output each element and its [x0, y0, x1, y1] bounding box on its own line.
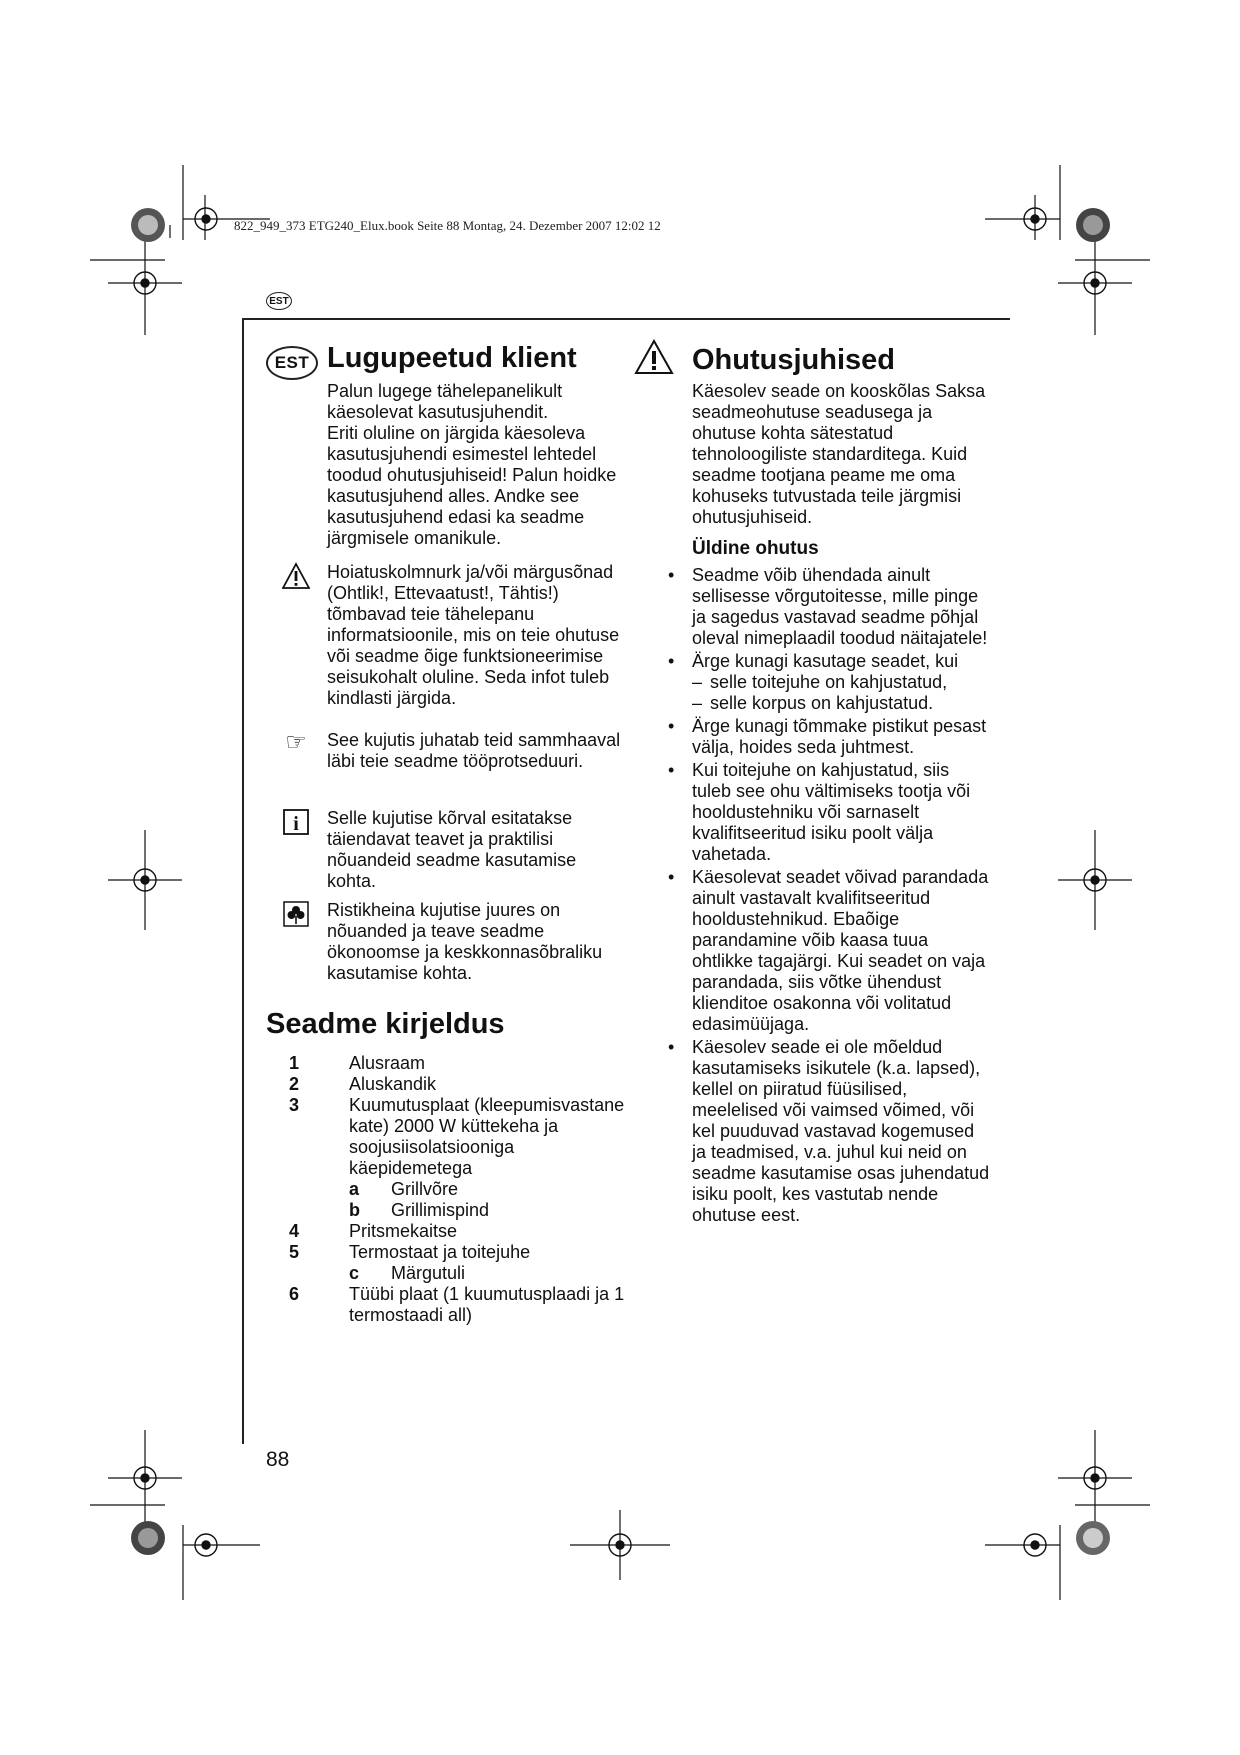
safety-bullet — [692, 651, 992, 714]
svg-text:i: i — [293, 813, 299, 835]
header-rule — [242, 318, 1010, 320]
safety-warning-icon — [634, 339, 674, 375]
sub-part-letter: b — [349, 1200, 360, 1220]
print-header: 822_949_373 ETG240_Elux.book Seite 88 Montag, 24. Dezember 2007 12:02 12 — [234, 218, 661, 233]
sub-part-label: Märgutuli — [391, 1263, 466, 1283]
info-description: Selle kujutise kõrval esitatakse täiendavat teavet ja praktilisi nõuandeid seadme kasutamise kohta. — [327, 808, 577, 891]
safety-bullet-text: Kui toitejuhe on kahjustatud, siis tuleb see ohu vältimiseks tootja või hooldustehniku või sarnaselt kvalifitseeritud isiku poolt välja vahetada. — [692, 760, 971, 864]
part-label: Alusraam — [349, 1053, 426, 1073]
sub-part-letter: a — [349, 1179, 360, 1199]
part-label: Termostaat ja toitejuhe — [349, 1242, 531, 1262]
part-item — [289, 1221, 649, 1242]
intro-paragraph-2: Eriti oluline on järgida käesoleva kasutusjuhendi esimestel lehtedel toodud ohutusjuhiseid! Palun hoidke kasutusjuhend alles. Andke see kasutusjuhend edasi ka seadme järgmisele omanikule. — [327, 423, 617, 548]
part-number: 6 — [289, 1284, 300, 1304]
procedure-description: See kujutis juhatab teid sammhaaval läbi teie seadme tööprotseduuri. — [327, 730, 621, 771]
safety-bullet-text: Käesolev seade ei ole mõeldud kasutamiseks isikutele (k.a. lapsed), kellel on piiratud füüsilised, meelelised või vaimsed võimed, või kel puuduvad vastavad kogemused ja teadmised, v.a. juhul kui neid on seadme kasutamise osas juhendatud isiku poolt, kes vastutab nende ohutuse eest. — [692, 1037, 990, 1225]
sub-part-item — [289, 1200, 649, 1221]
page-number: 88 — [266, 1448, 290, 1471]
safety-bullet-list — [692, 565, 992, 1228]
safety-bullet — [692, 716, 992, 758]
part-item — [289, 1095, 649, 1179]
sub-part-item — [289, 1263, 649, 1284]
device-description-title: Seadme kirjeldus — [266, 1008, 505, 1040]
sub-part-item — [289, 1179, 649, 1200]
part-number: 4 — [289, 1221, 300, 1241]
warning-description: Hoiatuskolmnurk ja/või märgusõnad (Ohtlik!, Ettevaatust!, Tähtis!) tõmbavad teie tähelepanu informatsioonile, mis on teie ohutuse või seadme õige funktsioneerimise seisukohalt oluline. Seda infot tuleb kindlasti järgida. — [327, 562, 620, 708]
eco-description: Ristikheina kujutise juures on nõuanded ja teave seadme ökonoomse ja keskkonnasõbraliku kasutamise kohta. — [327, 900, 603, 983]
part-item — [289, 1242, 649, 1263]
safety-bullet — [692, 565, 992, 649]
safety-bullet — [692, 1037, 992, 1226]
general-safety-subheading: Üldine ohutus — [692, 538, 819, 559]
clover-icon — [282, 900, 310, 928]
language-badge: EST — [266, 346, 318, 380]
safety-bullet — [692, 760, 992, 865]
safety-bullet-text: Ärge kunagi kasutage seadet, kui — [692, 651, 959, 671]
safety-bullet-text: Seadme võib ühendada ainult sellisesse võrgutoitesse, mille pinge ja sagedus vastavad seadme põhjal oleval nimeplaadil toodud näitajatele! — [692, 565, 988, 648]
sub-part-label: Grillimispind — [391, 1200, 490, 1220]
part-label: Tüübi plaat (1 kuumutusplaadi ja 1 termostaadi all) — [349, 1284, 625, 1325]
sub-part-label: Grillvõre — [391, 1179, 459, 1199]
customer-greeting-title: Lugupeetud klient — [327, 342, 577, 374]
device-parts-list — [289, 1053, 649, 1326]
part-number: 1 — [289, 1053, 300, 1073]
safety-instructions-title: Ohutusjuhised — [692, 344, 895, 376]
safety-intro: Käesolev seade on kooskõlas Saksa seadmeohutuse seadusega ja ohutuse kohta sätestatud tehnoloogiliste standarditega. Kuid seadme tootjana peame me oma kohuseks tutvustada teile järgmisi ohutusjuhiseid. — [692, 381, 986, 527]
safety-bullet-text: Käesolevat seadet võivad parandada ainult vastavalt kvalifitseeritud hooldustehnikud. Ebaõige parandamine võib kaasa tuua ohtlikke tagajärgi. Kui seadet on vaja parandada, siis võtke ühendust klienditoe osakonna või volitatud edasimüüjaga. — [692, 867, 989, 1034]
language-badge-small: EST — [266, 292, 292, 310]
part-label: Kuumutusplaat (kleepumisvastane kate) 2000 W küttekeha ja soojusiisolatsiooniga käepidemetega — [349, 1095, 625, 1178]
part-number: 5 — [289, 1242, 300, 1262]
warning-triangle-icon — [282, 562, 310, 590]
safety-sub-condition: – selle korpus on kahjustatud. — [692, 693, 992, 714]
info-icon — [282, 808, 310, 836]
part-label: Aluskandik — [349, 1074, 437, 1094]
part-item — [289, 1074, 649, 1095]
pointing-hand-icon: ☞ — [285, 729, 307, 756]
intro-paragraph-1: Palun lugege tähelepanelikult käesolevat kasutusjuhendit. — [327, 381, 563, 422]
part-label: Pritsmekaitse — [349, 1221, 458, 1241]
sub-part-letter: c — [349, 1263, 360, 1283]
part-item — [289, 1053, 649, 1074]
part-number: 2 — [289, 1074, 300, 1094]
left-margin-rule — [242, 318, 244, 1444]
safety-sub-condition: – selle toitejuhe on kahjustatud, — [692, 672, 992, 693]
safety-bullet — [692, 867, 992, 1035]
part-number: 3 — [289, 1095, 300, 1115]
safety-bullet-text: Ärge kunagi tõmmake pistikut pesast välja, hoides seda juhtmest. — [692, 716, 987, 757]
part-item — [289, 1284, 649, 1326]
